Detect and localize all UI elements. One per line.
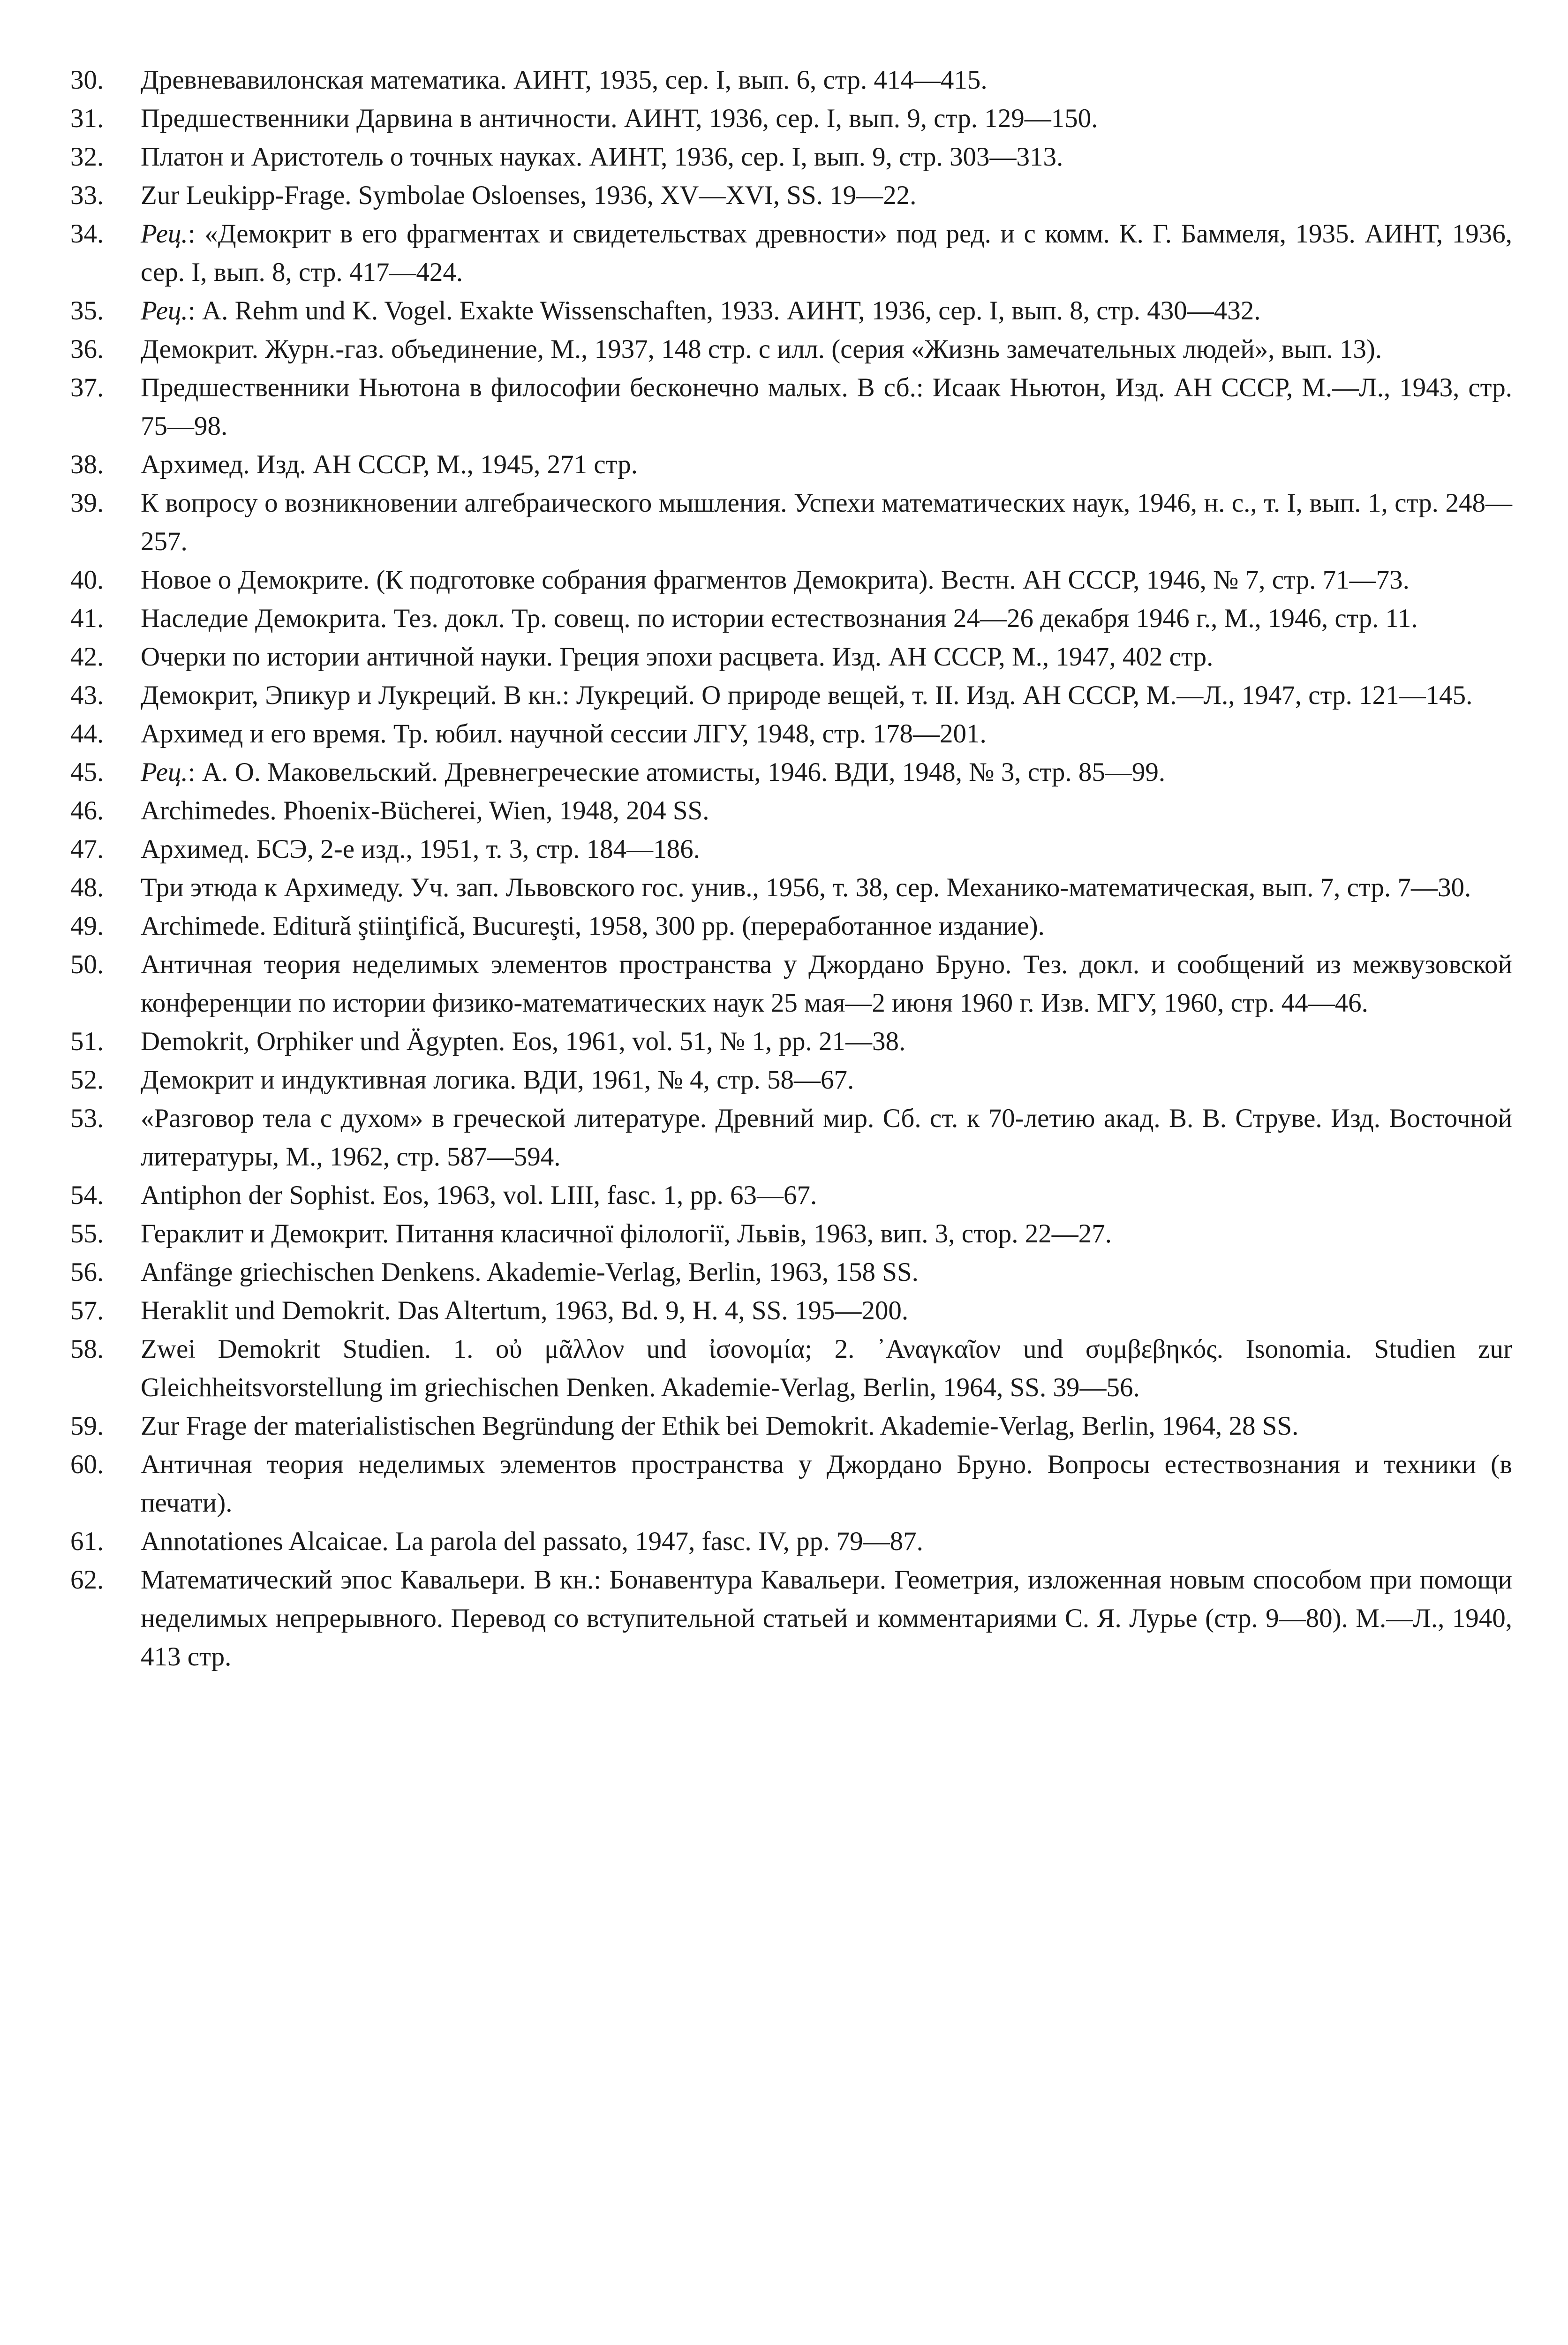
entry-number: 44. (70, 719, 104, 749)
bibliography-entry (70, 715, 1512, 753)
entry-text (141, 215, 1512, 292)
bibliography-entry (70, 869, 1512, 907)
entry-body: : A. Rehm und K. Vogel. Exakte Wissenschaften, 1933. АИНТ, 1936, сер. I, вып. 8, стр. 430—432. (188, 296, 1261, 325)
bibliography-entry (70, 446, 1512, 484)
bibliography-entry (70, 1176, 1512, 1215)
entry-text: «Разговор тела с духом» в греческой литературе. Древний мир. Сб. ст. к 70-летию акад. В. В. Струве. Изд. Восточной литературы, М., 1962, стр. 587—594. (141, 1104, 1512, 1172)
entry-number: 54. (70, 1180, 104, 1210)
entry-text: Архимед. Изд. АН СССР, М., 1945, 271 стр. (141, 450, 638, 479)
entry-text (141, 753, 1512, 792)
entry-number: 35. (70, 296, 104, 325)
entry-number: 38. (70, 450, 104, 479)
review-prefix: Рец. (141, 219, 188, 249)
bibliography-entry (70, 176, 1512, 215)
entry-number: 51. (70, 1027, 104, 1056)
entry-text: Очерки по истории античной науки. Греция эпохи расцвета. Изд. АН СССР, М., 1947, 402 стр. (141, 642, 1214, 672)
entry-text: Античная теория неделимых элементов пространства у Джордано Бруно. Вопросы естествознания и техники (в печати). (141, 1450, 1512, 1518)
entry-text: Гераклит и Демокрит. Питання класичної філології, Львів, 1963, вип. 3, стор. 22—27. (141, 1219, 1112, 1248)
bibliography-entry (70, 1330, 1512, 1407)
bibliography-entry (70, 753, 1512, 792)
bibliography-entry (70, 1022, 1512, 1061)
bibliography-entry (70, 946, 1512, 1022)
bibliography-entry (70, 1253, 1512, 1292)
bibliography-entry (70, 1099, 1512, 1176)
bibliography-entry (70, 1215, 1512, 1253)
entry-number: 43. (70, 681, 104, 710)
entry-text: Archimedes. Phoenix-Bücherei, Wien, 1948, 204 SS. (141, 796, 709, 825)
entry-number: 32. (70, 142, 104, 172)
bibliography-entry (70, 638, 1512, 676)
entry-number: 40. (70, 565, 104, 595)
bibliography-entry (70, 369, 1512, 446)
entry-text: Demokrit, Orphiker und Ägypten. Eos, 1961, vol. 51, № 1, pp. 21—38. (141, 1027, 906, 1056)
entry-number: 31. (70, 104, 104, 133)
entry-text: Zur Leukipp-Frage. Symbolae Osloenses, 1936, XV—XVI, SS. 19—22. (141, 181, 917, 210)
entry-text: Архимед. БСЭ, 2-е изд., 1951, т. 3, стр. 184—186. (141, 834, 700, 864)
bibliography-entry (70, 1522, 1512, 1561)
entry-text: Anfänge griechischen Denkens. Akademie-Verlag, Berlin, 1963, 158 SS. (141, 1257, 919, 1287)
entry-body: : «Демокрит в его фрагментах и свидетельствах древности» под ред. и с комм. К. Г. Баммеля, 1935. АИНТ, 1936, сер. I, вып. 8, стр. 417—424. (141, 219, 1512, 287)
bibliography-entry (70, 215, 1512, 292)
entry-number: 59. (70, 1411, 104, 1441)
entry-text: Heraklit und Demokrit. Das Altertum, 1963, Bd. 9, H. 4, SS. 195—200. (141, 1296, 909, 1325)
bibliography-entry (70, 599, 1512, 638)
bibliography-entry (70, 99, 1512, 138)
entry-text: Наследие Демокрита. Тез. докл. Тр. совещ. по истории естествознания 24—26 декабря 1946 г., М., 1946, стр. 11. (141, 604, 1418, 633)
entry-text: Предшественники Ньютона в философии бесконечно малых. В сб.: Исаак Ньютон, Изд. АН СССР, М.—Л., 1943, стр. 75—98. (141, 373, 1512, 441)
entry-text: Демокрит и индуктивная логика. ВДИ, 1961, № 4, стр. 58—67. (141, 1065, 854, 1095)
entry-number: 56. (70, 1257, 104, 1287)
bibliography-entry (70, 676, 1512, 715)
entry-number: 36. (70, 334, 104, 364)
entry-text: Древневавилонская математика. АИНТ, 1935, сер. I, вып. 6, стр. 414—415. (141, 65, 988, 95)
entry-number: 41. (70, 604, 104, 633)
entry-number: 39. (70, 488, 104, 518)
bibliography-entry (70, 292, 1512, 330)
bibliography-entry (70, 561, 1512, 599)
entry-text: Новое о Демокрите. (К подготовке собрания фрагментов Демокрита). Вестн. АН СССР, 1946, № 7, стр. 71—73. (141, 565, 1410, 595)
entry-text: Annotationes Alcaicae. La parola del passato, 1947, fasc. IV, pp. 79—87. (141, 1527, 923, 1556)
review-prefix: Рец. (141, 757, 188, 787)
entry-text: Демокрит. Журн.-газ. объединение, М., 1937, 148 стр. с илл. (серия «Жизнь замечательных людей», вып. 13). (141, 334, 1382, 364)
entry-text: Antiphon der Sophist. Eos, 1963, vol. LIII, fasc. 1, pp. 63—67. (141, 1180, 817, 1210)
entry-body: : А. О. Маковельский. Древнегреческие атомисты, 1946. ВДИ, 1948, № 3, стр. 85—99. (188, 757, 1166, 787)
entry-text: К вопросу о возникновении алгебраического мышления. Успехи математических наук, 1946, н. с., т. I, вып. 1, стр. 248—257. (141, 488, 1512, 556)
bibliography-entry (70, 792, 1512, 830)
entry-number: 30. (70, 65, 104, 95)
entry-text: Платон и Аристотель о точных науках. АИНТ, 1936, сер. I, вып. 9, стр. 303—313. (141, 142, 1063, 172)
bibliography-entry (70, 138, 1512, 176)
entry-number: 48. (70, 873, 104, 902)
entry-number: 49. (70, 911, 104, 941)
entry-number: 47. (70, 834, 104, 864)
entry-text: Три этюда к Архимеду. Уч. зап. Львовского гос. унив., 1956, т. 38, сер. Механико-математическая, вып. 7, стр. 7—30. (141, 873, 1471, 902)
entry-number: 53. (70, 1104, 104, 1133)
entry-text: Предшественники Дарвина в античности. АИНТ, 1936, сер. I, вып. 9, стр. 129—150. (141, 104, 1098, 133)
entry-number: 61. (70, 1527, 104, 1556)
entry-number: 42. (70, 642, 104, 672)
entry-number: 55. (70, 1219, 104, 1248)
entry-number: 46. (70, 796, 104, 825)
entry-number: 33. (70, 181, 104, 210)
bibliography-entry (70, 484, 1512, 561)
entry-text (141, 292, 1512, 330)
entry-number: 50. (70, 950, 104, 979)
entry-text: Zwei Demokrit Studien. 1. οὐ μᾶλλον und ἰσονομία; 2. ᾿Αναγκαῖον und συμβεβηκός. Isonomia. Studien zur Gleichheitsvorstellung im griechischen Denken. Akademie-Verlag, Berlin, 1964, SS. 39—56. (141, 1334, 1512, 1402)
entry-number: 37. (70, 373, 104, 402)
entry-text: Античная теория неделимых элементов пространства у Джордано Бруно. Тез. докл. и сообщений из межвузовской конференции по истории физико-математических наук 25 мая—2 июня 1960 г. Изв. МГУ, 1960, стр. 44—46. (141, 950, 1512, 1018)
entry-text: Математический эпос Кавальери. В кн.: Бонавентура Кавальери. Геометрия, изложенная новым способом при помощи неделимых непрерывного. Перевод со вступительной статьей и комментариями С. Я. Лурье (стр. 9—80). М.—Л., 1940, 413 стр. (141, 1565, 1512, 1672)
entry-text: Архимед и его время. Тр. юбил. научной сессии ЛГУ, 1948, стр. 178—201. (141, 719, 987, 749)
entry-text: Archimede. Editurǎ ştiinţificǎ, Bucureşti, 1958, 300 pp. (переработанное издание). (141, 911, 1045, 941)
entry-number: 58. (70, 1334, 104, 1364)
bibliography-entry (70, 1061, 1512, 1099)
entry-number: 57. (70, 1296, 104, 1325)
bibliography-entry (70, 1561, 1512, 1676)
entry-number: 34. (70, 219, 104, 249)
bibliography-entry (70, 330, 1512, 369)
bibliography-entry (70, 61, 1512, 99)
entry-number: 60. (70, 1450, 104, 1479)
bibliography-entry (70, 1292, 1512, 1330)
entry-text: Демокрит, Эпикур и Лукреций. В кн.: Лукреций. О природе вещей, т. II. Изд. АН СССР, М.—Л., 1947, стр. 121—145. (141, 681, 1473, 710)
bibliography-list (70, 61, 1512, 1676)
bibliography-entry (70, 830, 1512, 869)
entry-number: 45. (70, 757, 104, 787)
entry-number: 62. (70, 1565, 104, 1595)
review-prefix: Рец. (141, 296, 188, 325)
bibliography-entry (70, 1445, 1512, 1522)
bibliography-entry (70, 1407, 1512, 1445)
entry-text: Zur Frage der materialistischen Begründung der Ethik bei Demokrit. Akademie-Verlag, Berlin, 1964, 28 SS. (141, 1411, 1299, 1441)
entry-number: 52. (70, 1065, 104, 1095)
bibliography-entry (70, 907, 1512, 946)
